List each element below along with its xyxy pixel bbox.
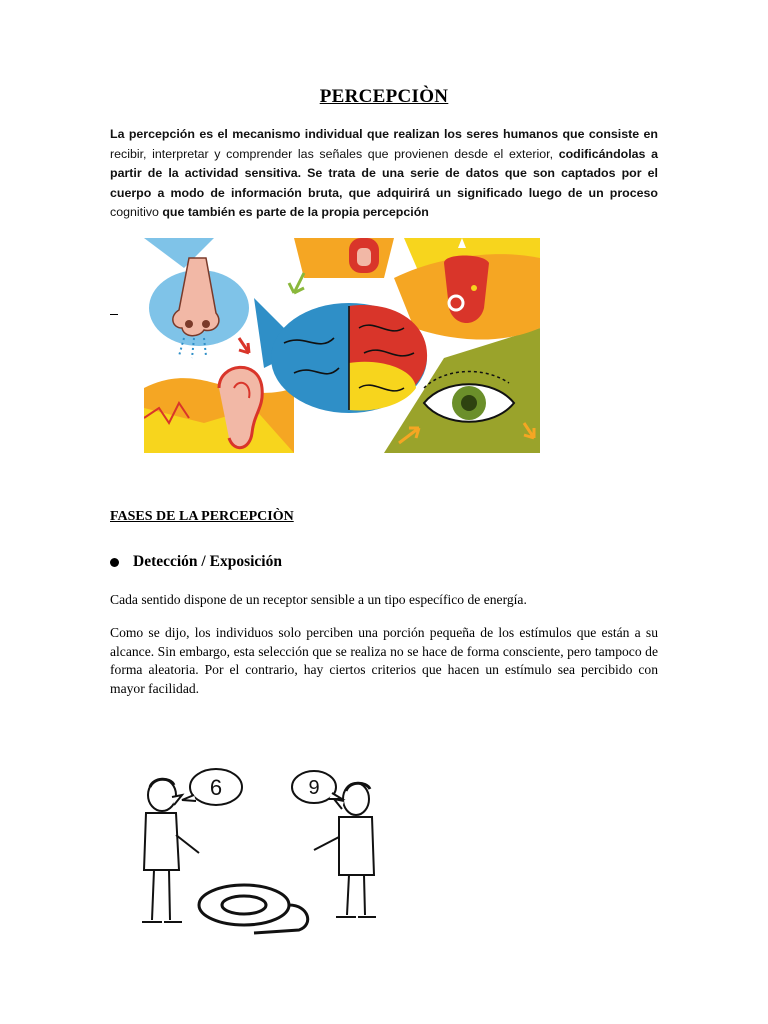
bullet-label: Detección / Exposición [133,553,282,570]
paragraph-selection: Como se dijo, los individuos solo perciben una porción pequeña de los estímulos que están a su alcance. Sin embargo, esta selección que se realiza no se hace de forma consciente, pero tampoco de forma aleatoria. Por el contrario, hay ciertos criterios que hacen un estímulo sea percibido con mayor facilidad. [110,625,658,696]
right-person [314,783,376,917]
senses-illustration [144,238,540,453]
intro-bold-start: La percepción es el mecanismo individual que realizan los seres humanos que consiste en [110,127,658,141]
bullet-item [110,553,282,571]
intro-bold-middle: codificándolas a partir de la actividad sensitiva. Se trata de una serie de datos que son captados por el cuerpo a modo de información bruta, que adquirirá un significado luego de un proceso [110,146,658,200]
intro-normal-1: recibir, interpretar y comprender las señales que provienen desde el exterior, [110,146,559,161]
stray-dash [110,306,118,315]
bullet-dot-icon [110,558,119,567]
six-nine-cartoon [134,765,384,935]
section-title: FASES DE LA PERCEPCIÒN [110,509,294,524]
intro-paragraph [110,125,658,223]
floor-number [199,885,308,933]
page-title: PERCEPCIÒN [319,86,449,107]
intro-normal-2: cognitivo [110,205,163,219]
paragraph-receptor: Cada sentido dispone de un receptor sensible a un tipo específico de energía. [110,592,527,607]
right-bubble-text: 9 [308,777,320,799]
finger-icon [349,238,379,273]
brain-icon [271,303,427,413]
intro-bold-end: que también es parte de la propia percepción [162,205,429,219]
left-bubble-text: 6 [209,775,223,800]
